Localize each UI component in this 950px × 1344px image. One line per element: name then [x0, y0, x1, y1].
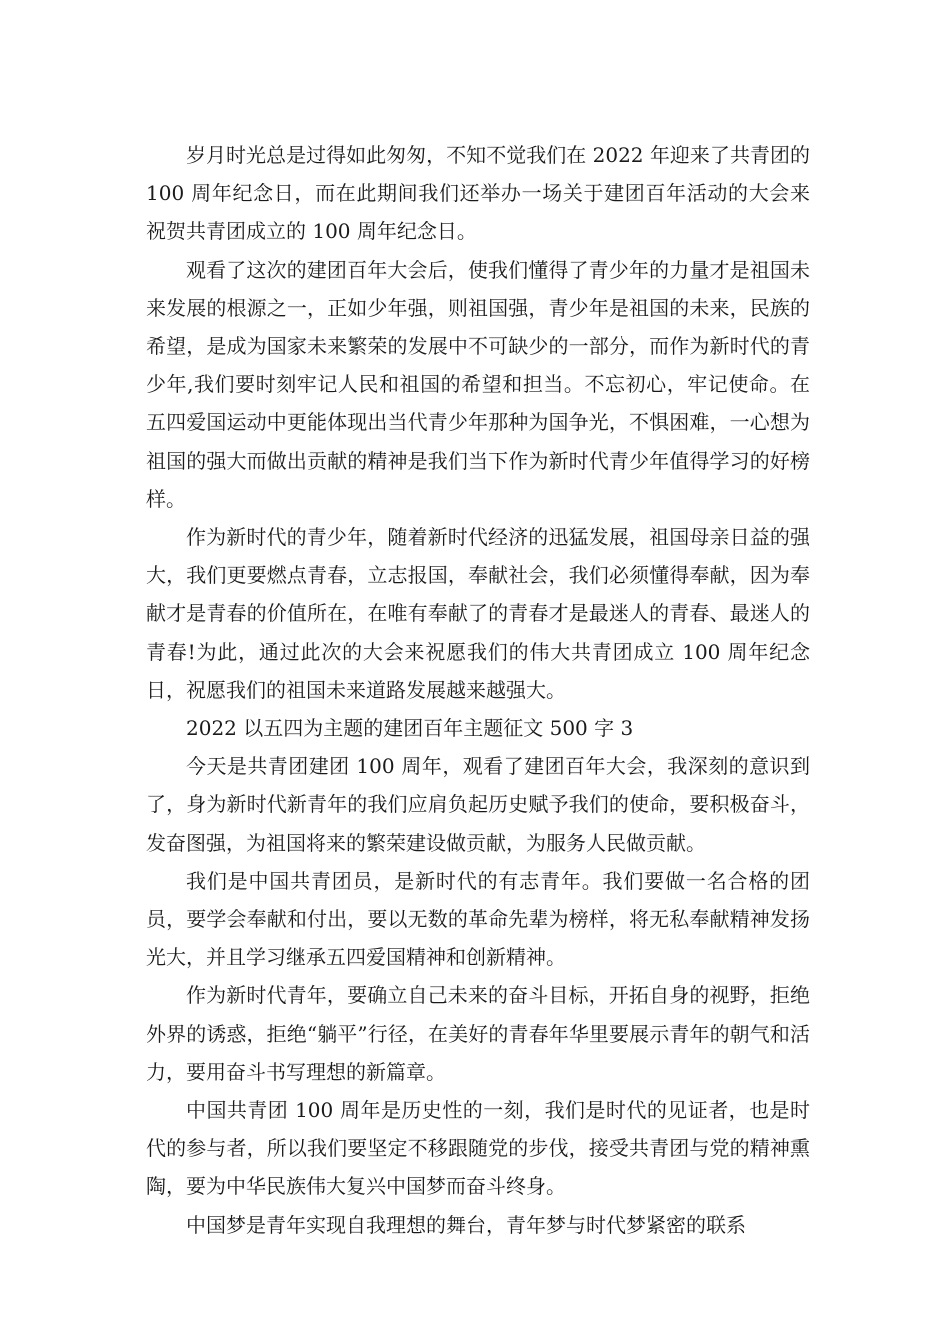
section-paragraph-5: 中国梦是青年实现自我理想的舞台，青年梦与时代梦紧密的联系 [186, 1212, 746, 1237]
paragraph-3: 作为新时代的青少年，随着新时代经济的迅猛发展，祖国母亲日益的强大，我们更要燃点青春，立志报国，奉献社会，我们必须懂得奉献，因为奉献才是青春的价值所在，在唯有奉献了的青春才是最迷人的青春、最迷人的青春!为此，通过此次的大会来祝愿我们的伟大共青团成立 100 周年纪念日，祝愿我们的祖国未来道路发展越来越强大。 [146, 525, 810, 702]
section-paragraph-2: 我们是中国共青团员，是新时代的有志青年。我们要做一名合格的团员，要学会奉献和付出，要以无数的革命先辈为榜样，将无私奉献精神发扬光大，并且学习继承五四爱国精神和创新精神。 [146, 868, 810, 970]
section-paragraph-3: 作为新时代青年，要确立自己未来的奋斗目标，开拓自身的视野，拒绝外界的诱惑，拒绝“躺平”行径，在美好的青春年华里要展示青年的朝气和活力，要用奋斗书写理想的新篇章。 [146, 983, 810, 1084]
section-title: 2022 以五四为主题的建团百年主题征文 500 字 3 [186, 716, 634, 741]
section-paragraph-4: 中国共青团 100 周年是历史性的一刻，我们是时代的见证者，也是时代的参与者，所以我们要坚定不移跟随党的步伐，接受共青团与党的精神熏陶，要为中华民族伟大复兴中国梦而奋斗终身。 [146, 1098, 810, 1199]
section-paragraph-1: 今天是共青团建团 100 周年，观看了建团百年大会，我深刻的意识到了，身为新时代新青年的我们应肩负起历史赋予我们的使命，要积极奋斗，发奋图强，为祖国将来的繁荣建设做贡献，为服务人民做贡献。 [146, 754, 810, 855]
document-body [146, 136, 810, 1244]
paragraph-2: 观看了这次的建团百年大会后，使我们懂得了青少年的力量才是祖国未来发展的根源之一，正如少年强，则祖国强，青少年是祖国的未来，民族的希望，是成为国家未来繁荣的发展中不可缺少的一部分，而作为新时代的青少年,我们要时刻牢记人民和祖国的希望和担当。不忘初心，牢记使命。在五四爱国运动中更能体现出当代青少年那种为国争光，不惧困难，一心想为祖国的强大而做出贡献的精神是我们当下作为新时代青少年值得学习的好榜样。 [146, 257, 810, 511]
paragraph-1: 岁月时光总是过得如此匆匆，不知不觉我们在 2022 年迎来了共青团的 100 周年纪念日，而在此期间我们还举办一场关于建团百年活动的大会来祝贺共青团成立的 100 周年纪念日。 [146, 143, 810, 244]
